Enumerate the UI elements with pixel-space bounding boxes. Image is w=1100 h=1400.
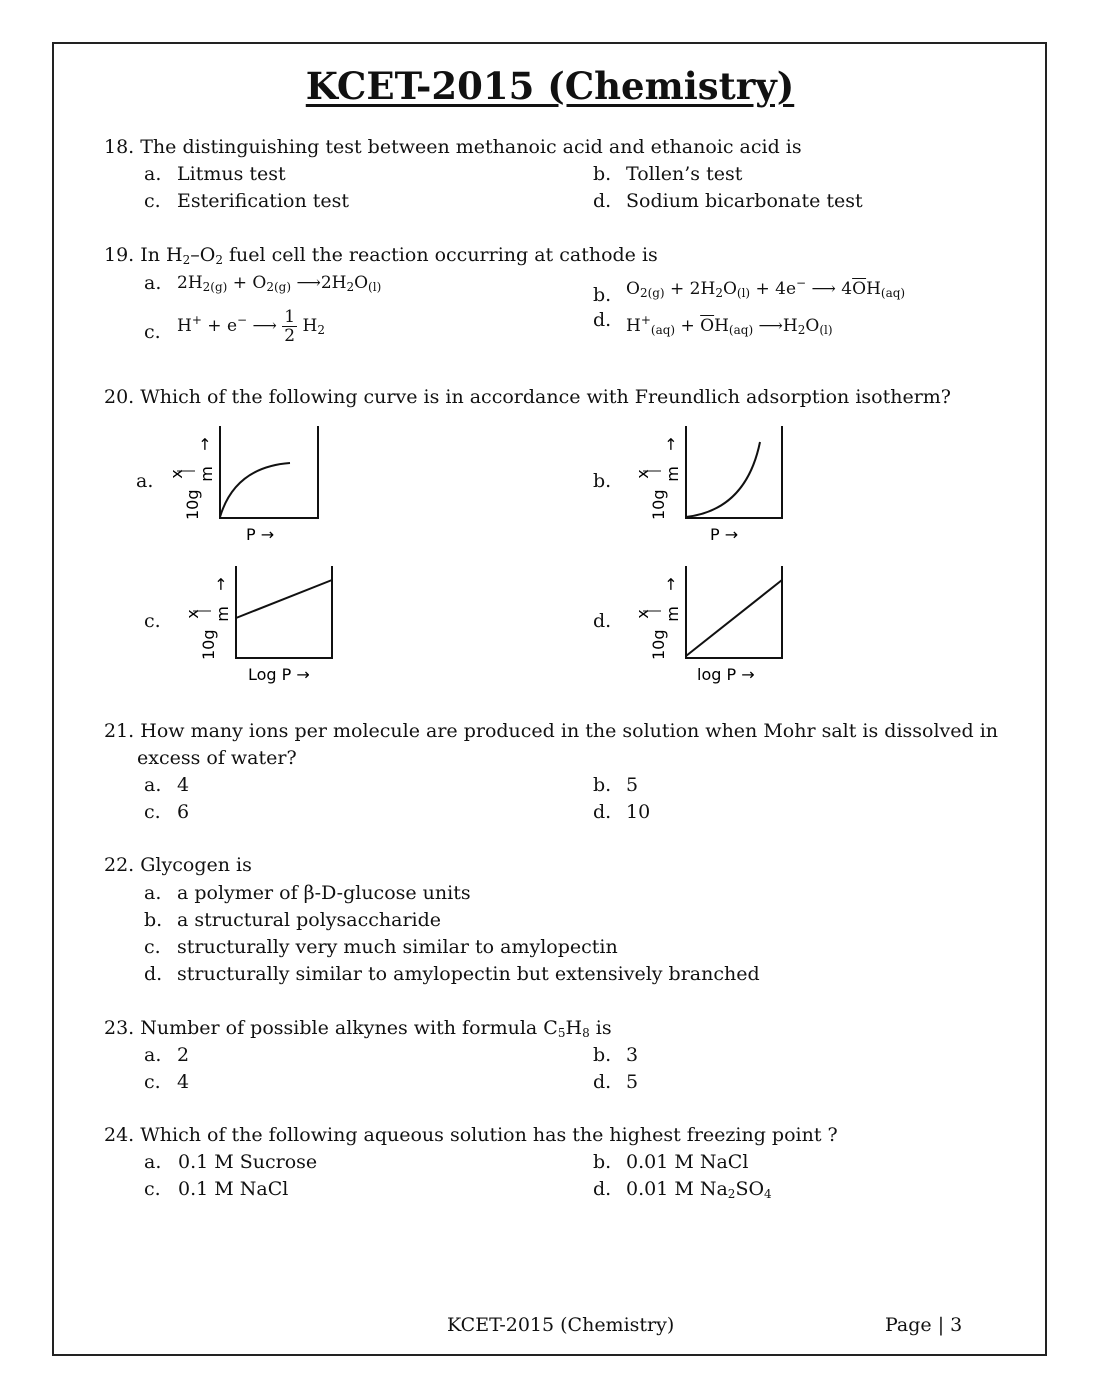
graph-b xyxy=(633,422,796,547)
q21-option-a: 4 xyxy=(177,774,190,796)
q20-label-d: d. xyxy=(593,610,612,632)
graph-b-y-arrow: → xyxy=(661,437,680,451)
q22-option-c: structurally very much similar to amylopectin xyxy=(177,936,618,958)
graph-c-ylabel: 10g xyxy=(199,629,218,660)
question-20: 20. Which of the following curve is in accordance with Freundlich adsorption isotherm? xyxy=(104,386,951,408)
q22-label-b: b. xyxy=(144,909,163,931)
q18-label-c: c. xyxy=(144,190,161,212)
q23-option-c: 4 xyxy=(177,1071,190,1093)
q24-label-a: a. xyxy=(144,1151,162,1173)
q19-option-d: $H^+_{(aq)} + \overline{O}H_{(aq)}$ $⟶H_2O_{(l)}$ xyxy=(626,313,833,337)
graph-d-line xyxy=(686,580,782,656)
q21-option-c: 6 xyxy=(177,801,190,823)
graph-d-y-m: m xyxy=(663,606,682,622)
graph-a-ylabel: 10g xyxy=(183,489,202,520)
graph-a-axes xyxy=(220,426,318,518)
graph-b-xlabel: P → xyxy=(710,525,739,544)
question-19: 19. In $H_2-O_2$ fuel cell the reaction occurring at cathode is xyxy=(104,244,658,267)
graph-c-line xyxy=(236,580,332,618)
q20-label-a: a. xyxy=(136,470,154,492)
graph-d-xlabel: log P → xyxy=(697,665,755,684)
q22-label-a: a. xyxy=(144,882,162,904)
graph-a-y-arrow: → xyxy=(195,437,214,451)
q21-label-d: d. xyxy=(593,801,612,823)
question-18: 18. The distinguishing test between methanoic acid and ethanoic acid is xyxy=(104,136,802,158)
q21-label-a: a. xyxy=(144,774,162,796)
q24-label-d: d. xyxy=(593,1178,612,1200)
q18-option-d: Sodium bicarbonate test xyxy=(626,190,863,212)
q23-option-d: 5 xyxy=(626,1071,639,1093)
q23-option-a: 2 xyxy=(177,1044,190,1066)
page-number: Page | 3 xyxy=(885,1314,963,1336)
q18-label-b: b. xyxy=(593,163,612,185)
q18-option-c: Esterification test xyxy=(177,190,349,212)
graph-c-y-x: x xyxy=(183,609,202,619)
q19-label-a: a. xyxy=(144,272,162,294)
graph-c xyxy=(183,562,346,687)
q24-option-d: 0.01 M $Na_2SO_4$ xyxy=(626,1178,772,1201)
q18-option-b: Tollen’s test xyxy=(626,163,743,185)
graph-b-ylabel: 10g xyxy=(649,489,668,520)
graph-c-xlabel: Log P → xyxy=(248,665,310,684)
q19-option-c: H+ + e− ⟶ $\frac{1}{2}$ $H_2$ xyxy=(177,307,325,346)
q18-option-a: Litmus test xyxy=(177,163,286,185)
graph-d-ylabel: 10g xyxy=(649,629,668,660)
graph-a-curve xyxy=(220,463,290,517)
q24-option-c: 0.1 M NaCl xyxy=(178,1178,289,1200)
question-23: 23. Number of possible alkynes with formula $C_5H_8$ is xyxy=(104,1017,612,1040)
q22-label-c: c. xyxy=(144,936,161,958)
graph-b-y-x: x xyxy=(633,469,652,479)
graph-d-y-x: x xyxy=(633,609,652,619)
q19-label-c: c. xyxy=(144,321,161,343)
graph-b-y-m: m xyxy=(663,466,682,482)
q19-option-b: $O_{2(g)} + 2H_2O_{(l)} + 4e^-$ ⟶ $4\overline{O}H_{(aq)}$ xyxy=(626,276,906,300)
q19-label-b: b. xyxy=(593,284,612,306)
q24-option-b: 0.01 M NaCl xyxy=(626,1151,749,1173)
graph-a-y-m: m xyxy=(197,466,216,482)
question-24: 24. Which of the following aqueous solution has the highest freezing point ? xyxy=(104,1124,838,1146)
graph-d xyxy=(633,562,796,687)
graph-b-curve xyxy=(686,442,760,517)
q19-label-d: d. xyxy=(593,309,612,331)
footer-title: KCET-2015 (Chemistry) xyxy=(447,1314,675,1336)
graph-a-xlabel: P → xyxy=(246,525,275,544)
q22-option-a: a polymer of β-D-glucose units xyxy=(177,882,471,904)
q23-label-b: b. xyxy=(593,1044,612,1066)
question-22: 22. Glycogen is xyxy=(104,854,252,876)
q21-label-b: b. xyxy=(593,774,612,796)
q23-label-d: d. xyxy=(593,1071,612,1093)
q23-option-b: 3 xyxy=(626,1044,639,1066)
q18-label-a: a. xyxy=(144,163,162,185)
q22-label-d: d. xyxy=(144,963,163,985)
q21-option-b: 5 xyxy=(626,774,639,796)
graph-c-y-arrow: → xyxy=(211,577,230,591)
q20-label-c: c. xyxy=(144,610,161,632)
q22-option-b: a structural polysaccharide xyxy=(177,909,442,931)
page-title: KCET-2015 (Chemistry) xyxy=(305,64,795,108)
graph-d-y-arrow: → xyxy=(661,577,680,591)
q24-label-c: c. xyxy=(144,1178,161,1200)
question-21-line1: 21. How many ions per molecule are produced in the solution when Mohr salt is dissolved in xyxy=(104,720,999,742)
q24-option-a: 0.1 M Sucrose xyxy=(178,1151,318,1173)
q18-label-d: d. xyxy=(593,190,612,212)
graph-b-axes xyxy=(686,426,782,518)
q21-label-c: c. xyxy=(144,801,161,823)
graph-a xyxy=(167,422,330,547)
q22-option-d: structurally similar to amylopectin but extensively branched xyxy=(177,963,760,985)
q23-label-a: a. xyxy=(144,1044,162,1066)
q21-option-d: 10 xyxy=(626,801,651,823)
q19-option-a: $2H_{2(g)} + O_{2(g)}$ $⟶2H_2O_{(l)}$ xyxy=(177,273,382,294)
q23-label-c: c. xyxy=(144,1071,161,1093)
q24-label-b: b. xyxy=(593,1151,612,1173)
question-21-line2: excess of water? xyxy=(137,747,297,769)
graph-c-y-m: m xyxy=(213,606,232,622)
graph-a-y-x: x xyxy=(167,469,186,479)
q20-label-b: b. xyxy=(593,470,612,492)
